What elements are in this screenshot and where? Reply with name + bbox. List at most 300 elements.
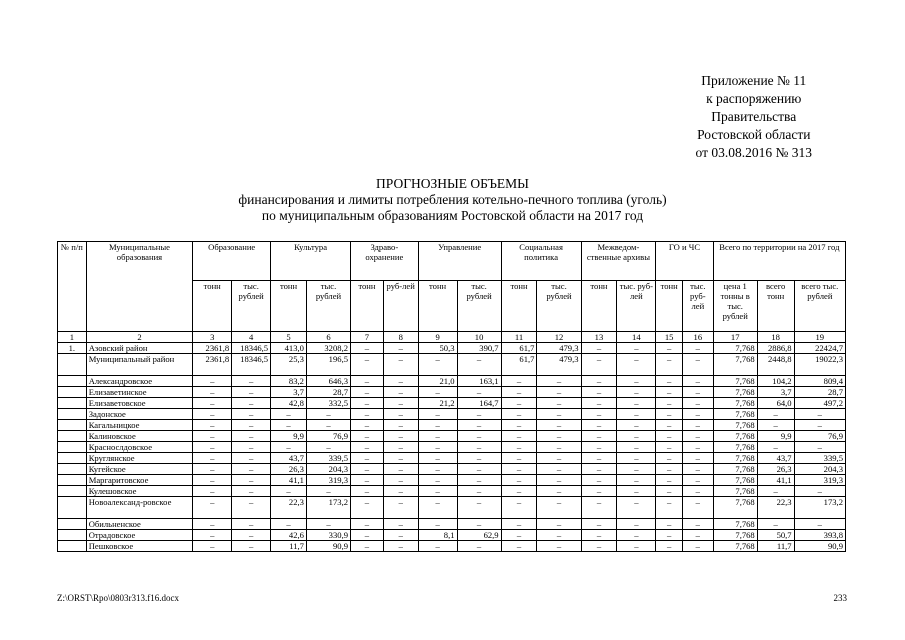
value-cell: – [656,387,683,398]
value-cell: – [351,453,384,464]
subheader-cell: тонн [418,281,457,332]
value-cell: 339,5 [794,453,845,464]
value-cell: – [656,486,683,497]
table-row [58,442,846,453]
row-number [58,354,87,376]
value-cell: – [757,409,794,420]
column-index: 1 [58,332,87,343]
value-cell: – [617,431,656,442]
municipality-name: Обильненское [86,519,193,530]
column-index: 16 [682,332,713,343]
municipality-name: Задонское [86,409,193,420]
value-cell: 7,768 [713,387,757,398]
value-cell: – [656,497,683,519]
value-cell: – [383,431,418,442]
document-heading [0,176,905,224]
value-cell: 7,768 [713,519,757,530]
value-cell: 7,768 [713,497,757,519]
value-cell: – [794,420,845,431]
value-cell: – [617,409,656,420]
value-cell: 22,3 [271,497,307,519]
value-cell: – [682,431,713,442]
value-cell: – [193,486,232,497]
value-cell: – [656,464,683,475]
column-index: 10 [457,332,501,343]
row-number [58,387,87,398]
value-cell: – [383,486,418,497]
value-cell: – [418,387,457,398]
municipality-name: Пешковское [86,541,193,552]
value-cell: – [271,442,307,453]
value-cell: – [682,530,713,541]
column-index: 2 [86,332,193,343]
value-cell: – [617,453,656,464]
value-cell: 319,3 [794,475,845,486]
value-cell: 42,8 [271,398,307,409]
column-index: 7 [351,332,384,343]
municipality-name: Кулешовское [86,486,193,497]
value-cell: – [271,486,307,497]
value-cell: – [351,431,384,442]
value-cell: 43,7 [757,453,794,464]
value-cell: 7,768 [713,442,757,453]
value-cell: 7,768 [713,398,757,409]
value-cell: – [232,464,271,475]
value-cell: 7,768 [713,431,757,442]
value-cell: 173,2 [306,497,350,519]
value-cell: – [501,486,537,497]
municipality-name: Кугейское [86,464,193,475]
municipality-name: Калиновское [86,431,193,442]
value-cell: 393,8 [794,530,845,541]
appendix-block [696,72,812,162]
value-cell: – [617,398,656,409]
value-cell: 2361,8 [193,343,232,354]
value-cell: – [232,398,271,409]
value-cell: – [457,453,501,464]
value-cell: – [232,420,271,431]
value-cell: – [232,376,271,387]
value-cell: – [193,442,232,453]
row-number [58,464,87,475]
value-cell: – [581,541,617,552]
value-cell: 3208,2 [306,343,350,354]
value-cell: – [232,442,271,453]
value-cell: – [581,442,617,453]
value-cell: – [682,354,713,376]
column-index: 19 [794,332,845,343]
value-cell: – [794,519,845,530]
value-cell: – [457,519,501,530]
value-cell: 19022,3 [794,354,845,376]
value-cell: 7,768 [713,420,757,431]
value-cell: – [501,530,537,541]
value-cell: 28,7 [794,387,845,398]
value-cell: – [351,530,384,541]
value-cell: – [581,409,617,420]
value-cell: – [501,453,537,464]
value-cell: 21,0 [418,376,457,387]
fuel-volume-table [57,241,846,552]
value-cell: – [501,497,537,519]
value-cell: 479,3 [537,343,581,354]
value-cell: – [682,398,713,409]
value-cell: – [306,486,350,497]
value-cell: 42,6 [271,530,307,541]
value-cell: – [351,376,384,387]
value-cell: – [581,530,617,541]
value-cell: – [617,486,656,497]
value-cell: – [537,519,581,530]
value-cell: 479,3 [537,354,581,376]
value-cell: – [656,442,683,453]
value-cell: – [383,497,418,519]
value-cell: – [757,486,794,497]
value-cell: 809,4 [794,376,845,387]
document-subtitle: финансирования и лимиты потребления котельно-печного топлива (уголь) [238,192,667,207]
value-cell: – [351,464,384,475]
table-row [58,398,846,409]
value-cell: – [682,519,713,530]
value-cell: – [501,464,537,475]
column-index: 3 [193,332,232,343]
municipality-name: Кагальницкое [86,420,193,431]
value-cell: – [457,420,501,431]
value-cell: – [193,541,232,552]
value-cell: – [581,354,617,376]
value-cell: – [193,376,232,387]
value-cell: – [501,519,537,530]
value-cell: 332,5 [306,398,350,409]
header-total: Всего по территории на 2017 год [713,242,845,281]
row-number [58,453,87,464]
municipality-name: Елизаветинское [86,387,193,398]
value-cell: – [351,475,384,486]
value-cell: – [457,442,501,453]
value-cell: – [232,530,271,541]
value-cell: – [617,376,656,387]
row-number [58,541,87,552]
value-cell: 7,768 [713,409,757,420]
value-cell: – [537,442,581,453]
value-cell: – [193,475,232,486]
value-cell: 204,3 [306,464,350,475]
value-cell: – [351,486,384,497]
value-cell: – [306,420,350,431]
municipality-name: Азовский район [86,343,193,354]
document-title: ПРОГНОЗНЫЕ ОБЪЕМЫ [376,176,529,191]
value-cell: – [537,420,581,431]
value-cell: – [383,530,418,541]
column-index: 17 [713,332,757,343]
value-cell: 76,9 [306,431,350,442]
value-cell: – [617,464,656,475]
value-cell: – [383,354,418,376]
subheader-cell: тыс. рублей [457,281,501,332]
value-cell: 43,7 [271,453,307,464]
value-cell: – [617,343,656,354]
value-cell: – [656,541,683,552]
table-row [58,420,846,431]
subheader-cell: всего тонн [757,281,794,332]
value-cell: – [537,464,581,475]
row-number [58,398,87,409]
value-cell: – [232,519,271,530]
value-cell: 11,7 [757,541,794,552]
subheader-cell: тонн [656,281,683,332]
municipality-name: Муниципальный район [86,354,193,376]
value-cell: – [794,409,845,420]
subheader-cell: руб-лей [383,281,418,332]
table-row [58,486,846,497]
value-cell: 18346,5 [232,354,271,376]
value-cell: 104,2 [757,376,794,387]
value-cell: – [232,453,271,464]
value-cell: – [457,409,501,420]
value-cell: 497,2 [794,398,845,409]
value-cell: – [537,541,581,552]
value-cell: 61,7 [501,354,537,376]
document-subtitle: по муниципальным образованиям Ростовской области на 2017 год [261,208,644,223]
value-cell: – [682,420,713,431]
table-row [58,409,846,420]
value-cell: 76,9 [794,431,845,442]
value-cell: – [383,519,418,530]
value-cell: – [351,354,384,376]
column-index: 13 [581,332,617,343]
appendix-line: Приложение № 11 [701,73,807,88]
table-row [58,431,846,442]
value-cell: 26,3 [757,464,794,475]
value-cell: – [682,343,713,354]
table-row [58,354,846,376]
value-cell: – [193,530,232,541]
value-cell: – [537,387,581,398]
value-cell: – [617,354,656,376]
value-cell: – [656,530,683,541]
value-cell: 163,1 [457,376,501,387]
value-cell: – [232,497,271,519]
value-cell: – [656,343,683,354]
value-cell: – [501,431,537,442]
value-cell: – [682,497,713,519]
value-cell: 26,3 [271,464,307,475]
value-cell: 90,9 [306,541,350,552]
value-cell: – [306,442,350,453]
row-number [58,420,87,431]
value-cell: – [581,420,617,431]
value-cell: – [537,486,581,497]
page-number: 233 [833,593,847,603]
value-cell: – [418,486,457,497]
subheader-cell: всего тыс. рублей [794,281,845,332]
value-cell: 164,7 [457,398,501,409]
value-cell: – [457,541,501,552]
column-index: 15 [656,332,683,343]
value-cell: – [232,409,271,420]
value-cell: 390,7 [457,343,501,354]
municipality-name: Отрадовское [86,530,193,541]
value-cell: 83,2 [271,376,307,387]
value-cell: 50,3 [418,343,457,354]
value-cell: – [383,464,418,475]
municipality-name: Краснослдовское [86,442,193,453]
value-cell: – [617,541,656,552]
value-cell: 7,768 [713,464,757,475]
value-cell: – [581,497,617,519]
value-cell: 41,1 [757,475,794,486]
value-cell: 22,3 [757,497,794,519]
value-cell: – [232,486,271,497]
value-cell: – [656,354,683,376]
value-cell: 8,1 [418,530,457,541]
value-cell: 9,9 [271,431,307,442]
appendix-line: к распоряжению [706,91,802,106]
value-cell: 173,2 [794,497,845,519]
value-cell: 64,0 [757,398,794,409]
value-cell: 2361,8 [193,354,232,376]
value-cell: – [418,431,457,442]
header-name: Муниципальные образования [86,242,193,332]
column-index: 5 [271,332,307,343]
value-cell: – [656,453,683,464]
table-row [58,387,846,398]
value-cell: 3,7 [757,387,794,398]
value-cell: – [193,431,232,442]
row-number [58,442,87,453]
row-number [58,519,87,530]
value-cell: 28,7 [306,387,350,398]
value-cell: – [383,442,418,453]
value-cell: – [457,431,501,442]
value-cell: – [537,497,581,519]
value-cell: – [617,420,656,431]
value-cell: – [351,442,384,453]
value-cell: – [581,398,617,409]
value-cell: – [501,475,537,486]
value-cell: – [232,475,271,486]
value-cell: 11,7 [271,541,307,552]
value-cell: – [501,376,537,387]
file-path: Z:\ORST\Rpo\0803r313.f16.docx [57,593,179,603]
value-cell: 7,768 [713,541,757,552]
value-cell: – [193,409,232,420]
subheader-cell: тонн [271,281,307,332]
value-cell: – [418,442,457,453]
value-cell: – [617,519,656,530]
value-cell: – [193,453,232,464]
value-cell: – [617,475,656,486]
value-cell: – [457,475,501,486]
header-group: Образование [193,242,271,281]
value-cell: 413,0 [271,343,307,354]
value-cell: – [501,541,537,552]
municipality-name: Круглянское [86,453,193,464]
value-cell: – [271,409,307,420]
value-cell: – [581,486,617,497]
value-cell: – [682,475,713,486]
value-cell: – [682,453,713,464]
value-cell: – [682,541,713,552]
value-cell: – [383,343,418,354]
value-cell: 330,9 [306,530,350,541]
value-cell: – [537,376,581,387]
table-row [58,497,846,519]
subheader-cell: тонн [351,281,384,332]
header-group: Здраво-охранение [351,242,419,281]
value-cell: – [656,420,683,431]
table-row [58,530,846,541]
value-cell: 7,768 [713,343,757,354]
value-cell: – [682,376,713,387]
value-cell: – [351,497,384,519]
value-cell: – [656,376,683,387]
column-index: 4 [232,332,271,343]
value-cell: – [232,387,271,398]
value-cell: – [501,442,537,453]
value-cell: – [656,475,683,486]
value-cell: 90,9 [794,541,845,552]
value-cell: – [581,475,617,486]
value-cell: 41,1 [271,475,307,486]
value-cell: – [581,343,617,354]
value-cell: – [193,464,232,475]
column-index: 11 [501,332,537,343]
value-cell: – [501,420,537,431]
municipality-name: Маргаритовское [86,475,193,486]
value-cell: – [682,387,713,398]
subheader-cell: тыс. рублей [232,281,271,332]
value-cell: 9,9 [757,431,794,442]
appendix-line: Правительства [711,109,797,124]
value-cell: 7,768 [713,376,757,387]
value-cell: – [351,541,384,552]
value-cell: – [232,541,271,552]
value-cell: – [457,354,501,376]
value-cell: – [656,409,683,420]
value-cell: 646,3 [306,376,350,387]
value-cell: – [537,475,581,486]
value-cell: – [383,420,418,431]
row-number [58,431,87,442]
value-cell: – [418,453,457,464]
value-cell: – [306,409,350,420]
value-cell: 2448,8 [757,354,794,376]
value-cell: – [351,398,384,409]
header-group: ГО и ЧС [656,242,713,281]
subheader-cell: тонн [501,281,537,332]
value-cell: – [757,420,794,431]
value-cell: – [271,420,307,431]
value-cell: – [418,354,457,376]
table-row [58,541,846,552]
value-cell: – [656,431,683,442]
value-cell: 196,5 [306,354,350,376]
value-cell: – [656,519,683,530]
value-cell: – [383,475,418,486]
value-cell: – [581,453,617,464]
value-cell: 62,9 [457,530,501,541]
row-number [58,486,87,497]
value-cell: – [457,497,501,519]
value-cell: – [581,464,617,475]
row-number [58,376,87,387]
value-cell: 7,768 [713,475,757,486]
value-cell: – [757,442,794,453]
value-cell: – [232,431,271,442]
value-cell: – [383,409,418,420]
table-row [58,475,846,486]
